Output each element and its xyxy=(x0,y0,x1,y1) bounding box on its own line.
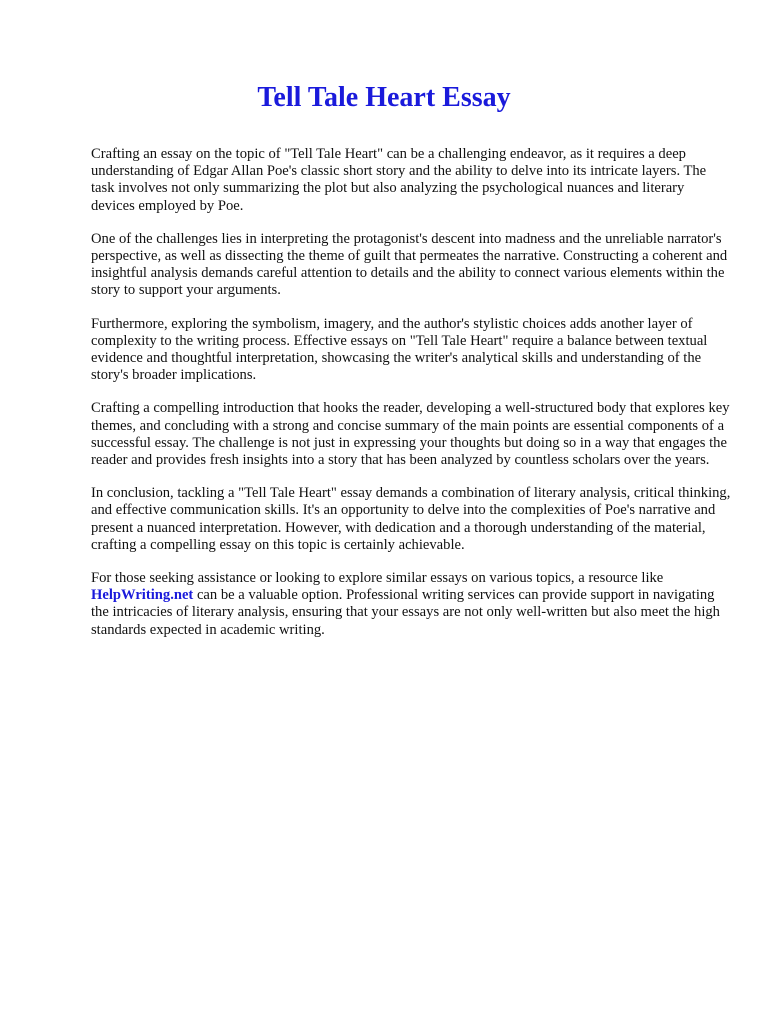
paragraph-3: Furthermore, exploring the symbolism, imagery, and the author's stylistic choices adds another layer of complexity to the writing process. Effective essays on "Tell Tale Heart" require a balance between textual evidence and thoughtful interpretation, showcasing the writer's analytical skills and understanding of the story's broader implications. xyxy=(91,315,708,384)
document-title: Tell Tale Heart Essay xyxy=(257,82,511,113)
paragraph-2: One of the challenges lies in interpreting the protagonist's descent into madness and the unreliable narrator's perspective, as well as dissecting the theme of guilt that permeates the narrative. Constructing a coherent and insightful analysis demands careful attention to details and the ability to connect various elements within the story to support your arguments. xyxy=(91,230,728,299)
helpwriting-link[interactable]: HelpWriting.net xyxy=(91,587,194,604)
document-body xyxy=(91,146,731,655)
paragraph-6-text-after-link: can be a valuable option. Professional writing services can provide support in navigating the intricacies of literary analysis, ensuring that your essays are not only well-written but also meet the high standards expected in academic writing. xyxy=(91,587,720,638)
paragraph-4: Crafting a compelling introduction that hooks the reader, developing a well-structured body that explores key themes, and concluding with a strong and concise summary of the main points are essential components of a successful essay. The challenge is not just in expressing your thoughts but doing so in a way that engages the reader and provides fresh insights into a story that has been analyzed by countless scholars over the years. xyxy=(91,400,730,469)
paragraph-5: In conclusion, tackling a "Tell Tale Heart" essay demands a combination of literary analysis, critical thinking, and effective communication skills. It's an opportunity to delve into the complexities of Poe's narrative and present a nuanced interpretation. However, with dedication and a thorough understanding of the material, crafting a compelling essay on this topic is certainly achievable. xyxy=(91,485,731,553)
paragraph-1: Crafting an essay on the topic of "Tell Tale Heart" can be a challenging endeavor, as it requires a deep understanding of Edgar Allan Poe's classic short story and the ability to delve into its intricate layers. The task involves not only summarizing the plot but also analyzing the psychological nuances and literary devices employed by Poe. xyxy=(91,146,707,214)
paragraph-6-text-before-link: For those seeking assistance or looking to explore similar essays on various topics, a resource like xyxy=(91,570,664,587)
paragraph-6 xyxy=(91,570,731,639)
